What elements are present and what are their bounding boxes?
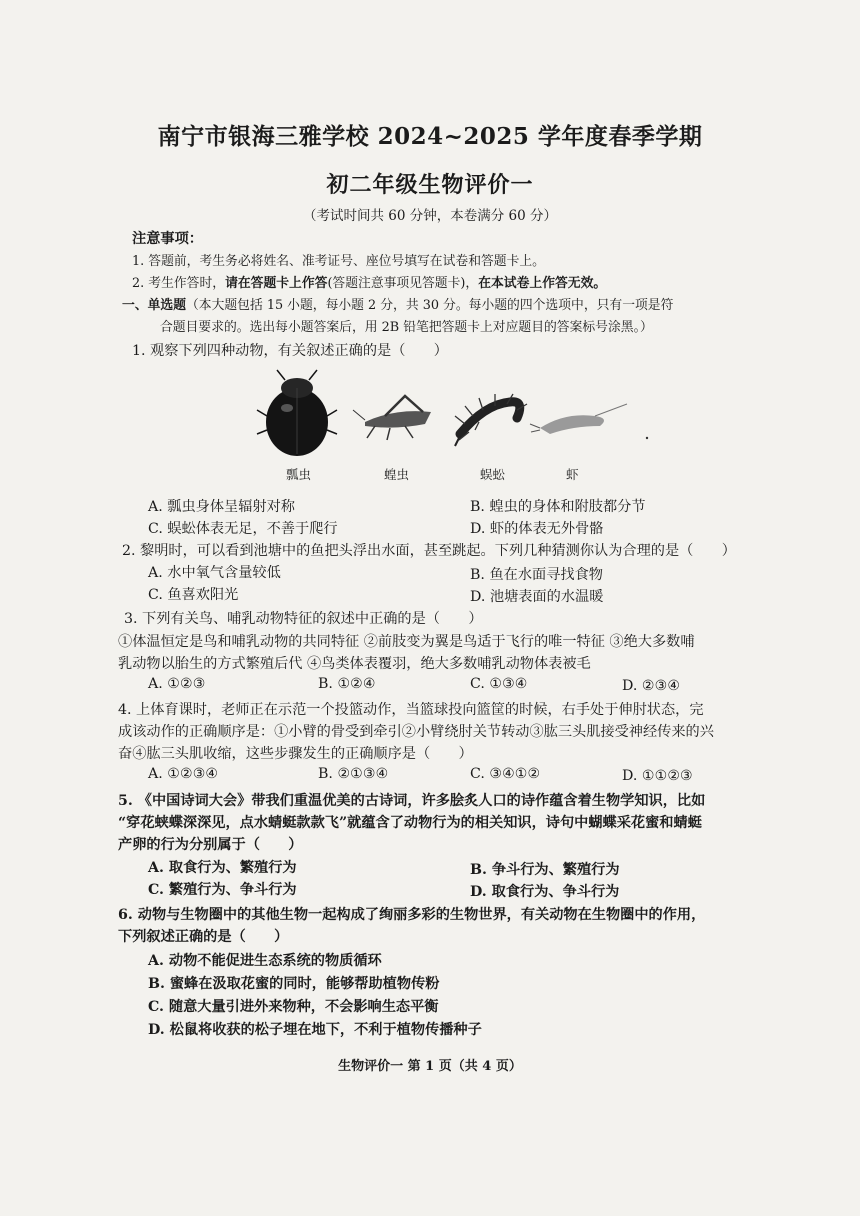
animal-label-centipede: 蜈蚣 <box>480 467 506 482</box>
q1-option-a: A. 瓢虫身体呈辐射对称 <box>148 499 295 515</box>
notice-item-1: 1. 答题前，考生务必将姓名、准考证号、座位号填写在试卷和答题卡上。 <box>132 254 545 269</box>
animal-label-ladybug: 瓢虫 <box>286 467 312 482</box>
q1-option-c: C. 蜈蚣体表无足，不善于爬行 <box>148 521 338 537</box>
q1-option-d: D. 虾的体表无外骨骼 <box>470 521 604 537</box>
notice-item-2-b: 请在答题卡上作答 <box>225 276 328 291</box>
centipede-image <box>455 394 527 446</box>
q6-option-c: C. 随意大量引进外来物种，不会影响生态平衡 <box>148 999 439 1015</box>
q4-line3: 奋④肱三头肌收缩，这些步骤发生的正确顺序是（ ） <box>118 746 473 762</box>
animal-label-grasshopper: 蝗虫 <box>384 467 410 482</box>
page-footer: 生物评价一 第 1 页（共 4 页） <box>338 1059 522 1074</box>
q5-option-c: C. 繁殖行为、争斗行为 <box>148 882 297 898</box>
notice-item-2-c: (答题注意事项见答题卡)， <box>327 276 479 291</box>
shrimp-image <box>530 404 648 439</box>
q3-option-b: B. ①②④ <box>318 676 376 692</box>
notice-item-2-d: 在本试卷上作答无效。 <box>478 276 607 291</box>
q5-line1: 5. 《中国诗词大会》带我们重温优美的古诗词，许多脍炙人口的诗作蕴含着生物学知识，比如 <box>118 793 706 809</box>
animal-label-shrimp: 虾 <box>566 467 579 482</box>
exam-title: 初二年级生物评价一 <box>326 172 534 198</box>
q4-line1: 4. 上体育课时，老师正在示范一个投篮动作，当篮球投向篮筐的时候，右手处于伸肘状态，完 <box>118 702 704 718</box>
q5-line3: 产卵的行为分别属于（ ） <box>118 837 303 853</box>
q3-line2: ①体温恒定是鸟和哺乳动物的共同特征 ②前肢变为翼是鸟适于飞行的唯一特征 ③绝大多数哺 <box>118 634 695 650</box>
q4-option-a: A. ①②③④ <box>148 766 219 782</box>
q2-option-d: D. 池塘表面的水温暖 <box>470 589 604 605</box>
q2-option-a: A. 水中氧气含量较低 <box>148 565 281 581</box>
exam-info: （考试时间共 60 分钟，本卷满分 60 分） <box>302 208 558 224</box>
grasshopper-image <box>353 396 431 440</box>
q3-option-a: A. ①②③ <box>148 676 206 692</box>
q1-option-b: B. 蝗虫的身体和附肢都分节 <box>470 499 646 515</box>
notice-heading: 注意事项： <box>132 231 203 247</box>
q3-option-c: C. ①③④ <box>470 676 528 692</box>
q6-line2: 下列叙述正确的是（ ） <box>118 929 289 945</box>
animal-figure <box>255 366 655 486</box>
ladybug-image <box>257 370 337 456</box>
q3-line3: 乳动物以胎生的方式繁殖后代 ④鸟类体表覆羽，绝大多数哺乳动物体表被毛 <box>118 656 591 672</box>
q5-option-b: B. 争斗行为、繁殖行为 <box>470 862 620 878</box>
q2-option-c: C. 鱼喜欢阳光 <box>148 587 239 603</box>
section1-heading: 一、单选题 <box>122 298 186 313</box>
q5-option-a: A. 取食行为、繁殖行为 <box>148 860 297 876</box>
q4-option-d: D. ①①②③ <box>622 768 693 784</box>
q5-line2: “穿花蛱蝶深深见，点水蜻蜓款款飞”就蕴含了动物行为的相关知识，诗句中蝴蝶采花蜜和蜻蜓 <box>118 815 702 831</box>
q5-option-d: D. 取食行为、争斗行为 <box>470 884 620 900</box>
q4-option-c: C. ③④①② <box>470 766 541 782</box>
q2-option-b: B. 鱼在水面寻找食物 <box>470 567 603 583</box>
section1-desc1: （本大题包括 15 小题，每小题 2 分，共 30 分。每小题的四个选项中，只有一项是符 <box>185 298 674 313</box>
q2-stem: 2. 黎明时，可以看到池塘中的鱼把头浮出水面，甚至跳起。下列几种猜测你认为合理的是（ ） <box>122 543 736 559</box>
notice-item-2 <box>132 272 606 291</box>
q6-option-a: A. 动物不能促进生态系统的物质循环 <box>148 953 382 969</box>
section1-desc2: 合题目要求的。选出每小题答案后，用 2B 铅笔把答题卡上对应题目的答案标号涂黑。） <box>160 320 653 335</box>
school-title: 南宁市银海三雅学校 2024~2025 学年度春季学期 <box>157 123 703 150</box>
section1-line1 <box>122 294 673 313</box>
q6-option-b: B. 蜜蜂在汲取花蜜的同时，能够帮助植物传粉 <box>148 976 440 992</box>
notice-item-2-a: 2. 考生作答时， <box>132 276 226 291</box>
q3-stem: 3. 下列有关鸟、哺乳动物特征的叙述中正确的是（ ） <box>124 611 483 627</box>
q1-stem: 1. 观察下列四种动物，有关叙述正确的是（ ） <box>132 343 448 359</box>
q4-option-b: B. ②①③④ <box>318 766 389 782</box>
q6-line1: 6. 动物与生物圈中的其他生物一起构成了绚丽多彩的生物世界，有关动物在生物圈中的作用， <box>118 907 706 923</box>
q6-option-d: D. 松鼠将收获的松子埋在地下，不利于植物传播种子 <box>148 1022 482 1038</box>
q3-option-d: D. ②③④ <box>622 678 681 694</box>
q4-line2: 成该动作的正确顺序是：①小臂的骨受到牵引②小臂绕肘关节转动③肱三头肌接受神经传来的兴 <box>118 724 714 740</box>
